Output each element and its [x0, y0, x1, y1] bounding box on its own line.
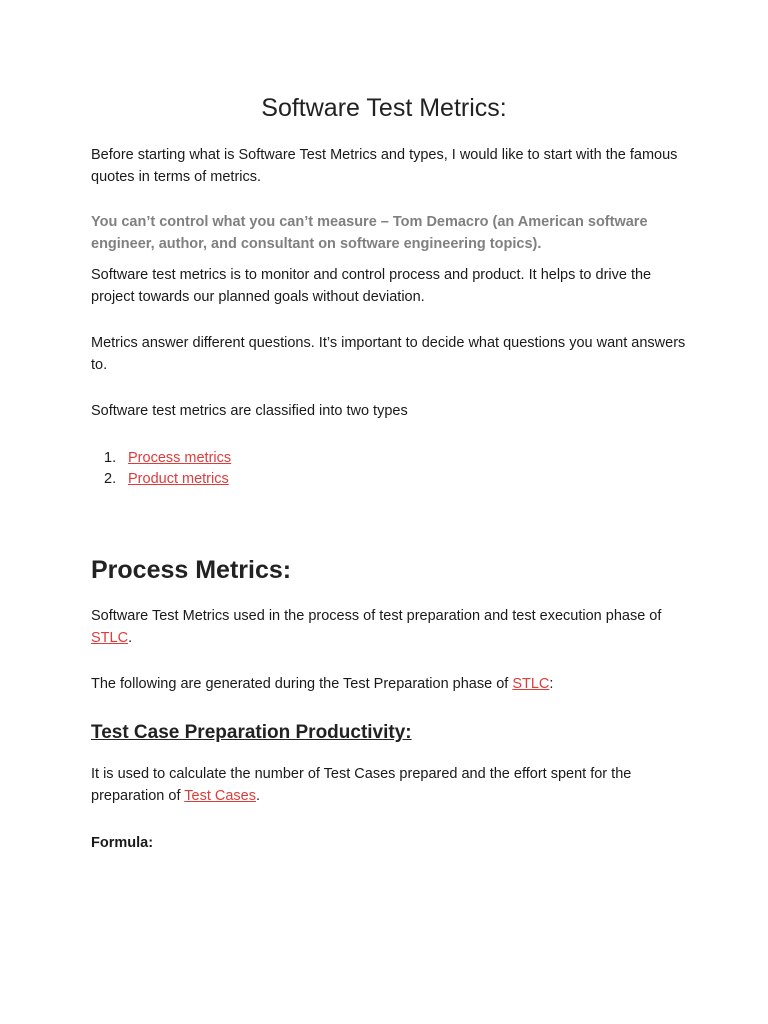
process-metrics-link[interactable]: Process metrics — [128, 450, 232, 466]
test-case-preparation-heading: Test Case Preparation Productivity: — [91, 722, 412, 743]
list-item — [104, 448, 231, 469]
page-title: Software Test Metrics: — [261, 94, 507, 122]
test-preparation-paragraph — [91, 674, 691, 696]
list-number: 2. — [104, 471, 117, 487]
intro-paragraph: Before starting what is Software Test Metrics and types, I would like to start with the famous quotes in terms of metrics. — [91, 147, 678, 185]
prep-text-end: : — [549, 676, 554, 692]
metric-types-list — [104, 448, 231, 490]
classification-paragraph: Software test metrics are classified into two types — [91, 403, 408, 419]
process-metrics-heading: Process Metrics: — [91, 556, 292, 584]
tcp-text: It is used to calculate the number of Test Cases prepared and the effort spent for the preparation of — [91, 766, 632, 804]
prep-text: The following are generated during the Test Preparation phase of — [91, 676, 513, 692]
definition-paragraph: Software test metrics is to monitor and control process and product. It helps to drive the project towards our planned goals without deviation. — [91, 267, 652, 305]
list-item — [104, 469, 231, 490]
quote-paragraph: You can’t control what you can’t measure – Tom Demacro (an American software engineer, author, and consultant on software engineering topics). — [91, 214, 648, 252]
test-cases-link[interactable]: Test Cases — [184, 787, 256, 804]
stlc-link[interactable]: STLC — [512, 676, 550, 692]
stlc-link[interactable]: STLC — [91, 629, 129, 646]
pm-text-end: . — [128, 629, 133, 646]
pm-text: Software Test Metrics used in the process of test preparation and test execution phase of — [91, 608, 662, 624]
test-case-paragraph — [91, 764, 691, 807]
list-number: 1. — [104, 450, 117, 466]
tcp-text-end: . — [255, 787, 261, 804]
formula-label: Formula: — [91, 835, 154, 851]
product-metrics-link[interactable]: Product metrics — [128, 471, 229, 487]
process-metrics-paragraph — [91, 606, 691, 649]
questions-paragraph: Metrics answer different questions. It’s important to decide what questions you want answers to. — [91, 335, 686, 373]
